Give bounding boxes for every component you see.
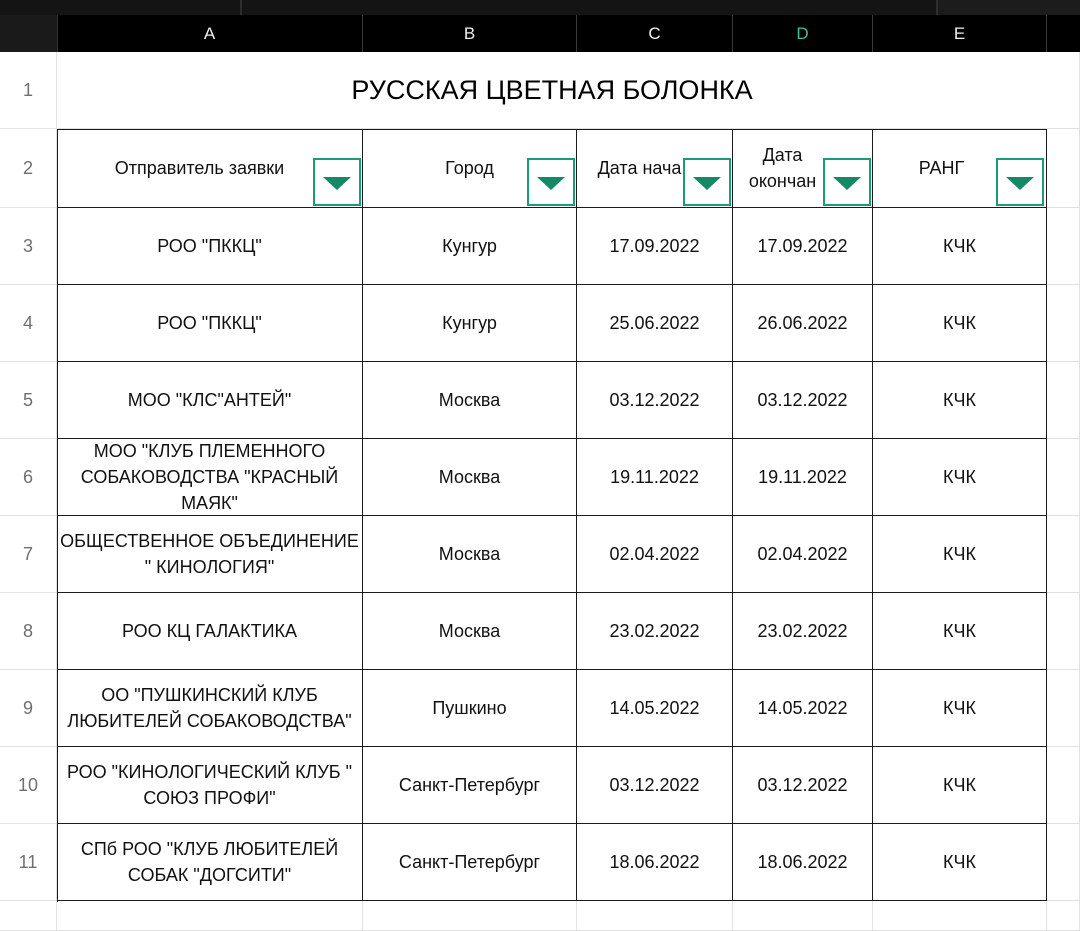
cell-value: 14.05.2022 xyxy=(757,698,848,718)
cell-value: 03.12.2022 xyxy=(609,775,700,795)
cell-value: Пушкино xyxy=(432,698,507,718)
table-cell-c[interactable] xyxy=(577,208,733,285)
table-cell-a[interactable] xyxy=(57,285,363,362)
column-header-bar xyxy=(0,15,1080,52)
cell-value: 02.04.2022 xyxy=(757,544,848,564)
cell-value: 26.06.2022 xyxy=(757,313,848,333)
empty-cell[interactable] xyxy=(577,901,733,931)
header-label: Отправитель заявки xyxy=(114,158,285,178)
empty-cell[interactable] xyxy=(733,901,873,931)
table-cell-d[interactable] xyxy=(733,747,873,824)
empty-cell[interactable] xyxy=(873,901,1047,931)
cell-value: КЧК xyxy=(943,852,976,872)
table-cell-c[interactable] xyxy=(577,670,733,747)
chevron-down-icon xyxy=(537,177,565,190)
cell-value: 03.12.2022 xyxy=(757,775,848,795)
cell-value: 23.02.2022 xyxy=(757,621,848,641)
empty-cell[interactable] xyxy=(1047,362,1080,439)
table-cell-a[interactable] xyxy=(57,516,363,593)
cell-value: Санкт-Петербург xyxy=(398,775,541,795)
table-cell-e[interactable] xyxy=(873,208,1047,285)
chevron-down-icon xyxy=(833,177,861,190)
row-header[interactable] xyxy=(0,901,57,931)
table-cell-e[interactable] xyxy=(873,285,1047,362)
cell-value: ОО "ПУШКИНСКИЙ КЛУБ ЛЮБИТЕЛЕЙ СОБАКОВОДСТВА" xyxy=(67,685,352,731)
filter-dropdown-button[interactable] xyxy=(683,158,731,206)
table-cell-b[interactable] xyxy=(363,362,577,439)
column-header-c[interactable]: C xyxy=(577,15,733,52)
cell-value: КЧК xyxy=(943,775,976,795)
cell-value: Москва xyxy=(438,390,501,410)
table-cell-c[interactable] xyxy=(577,439,733,516)
column-header-b[interactable]: B xyxy=(363,15,577,52)
table-cell-a[interactable] xyxy=(57,439,363,516)
cell-value: РОО "ПККЦ" xyxy=(157,313,262,333)
table-cell-c[interactable] xyxy=(577,747,733,824)
cell-value: МОО "КЛС"АНТЕЙ" xyxy=(127,390,292,410)
header-label: Дата нача xyxy=(597,158,682,178)
filter-dropdown-button[interactable] xyxy=(527,158,575,206)
row-header[interactable]: 2 xyxy=(0,129,57,208)
empty-cell[interactable] xyxy=(1047,129,1080,208)
empty-cell[interactable] xyxy=(1047,747,1080,824)
empty-cell[interactable] xyxy=(1047,670,1080,747)
empty-cell[interactable] xyxy=(57,901,363,931)
table-cell-d[interactable] xyxy=(733,516,873,593)
cell-value: КЧК xyxy=(943,467,976,487)
cell-value: 19.11.2022 xyxy=(610,467,699,487)
cell-value: Москва xyxy=(438,621,501,641)
cell-value: КЧК xyxy=(943,313,976,333)
cell-value: 17.09.2022 xyxy=(757,236,848,256)
select-all-corner[interactable] xyxy=(0,15,58,52)
table-cell-e[interactable] xyxy=(873,439,1047,516)
table-cell-b[interactable] xyxy=(363,208,577,285)
table-cell-a[interactable] xyxy=(57,362,363,439)
cell-value: СПб РОО "КЛУБ ЛЮБИТЕЛЕЙ СОБАК "ДОГСИТИ" xyxy=(80,839,339,885)
cell-value: 02.04.2022 xyxy=(609,544,700,564)
empty-cell[interactable] xyxy=(1047,901,1080,931)
empty-cell[interactable] xyxy=(1047,439,1080,516)
cell-value: 03.12.2022 xyxy=(757,390,848,410)
empty-cell[interactable] xyxy=(1047,52,1080,129)
cell-value: РОО КЦ ГАЛАКТИКА xyxy=(121,621,298,641)
filter-dropdown-button[interactable] xyxy=(313,158,361,206)
table-cell-e[interactable] xyxy=(873,824,1047,901)
empty-cell[interactable] xyxy=(1047,208,1080,285)
sheet-title: РУССКАЯ ЦВЕТНАЯ БОЛОНКА xyxy=(351,75,753,105)
cell-value: 23.02.2022 xyxy=(609,621,700,641)
cell-value: Москва xyxy=(438,467,501,487)
row-header[interactable]: 4 xyxy=(0,285,57,362)
table-cell-a[interactable] xyxy=(57,747,363,824)
cell-value: Кунгур xyxy=(442,313,497,333)
table-cell-a[interactable] xyxy=(57,593,363,670)
table-cell-b[interactable] xyxy=(363,516,577,593)
row-header[interactable]: 9 xyxy=(0,670,57,747)
row-header[interactable]: 8 xyxy=(0,593,57,670)
table-cell-d[interactable] xyxy=(733,439,873,516)
header-label: РАНГ xyxy=(918,158,965,178)
row-header[interactable]: 7 xyxy=(0,516,57,593)
table-cell-c[interactable] xyxy=(577,516,733,593)
empty-cell[interactable] xyxy=(1047,516,1080,593)
table-cell-e[interactable] xyxy=(873,516,1047,593)
table-cell-c[interactable] xyxy=(577,593,733,670)
table-cell-b[interactable] xyxy=(363,285,577,362)
header-label: Город xyxy=(445,158,494,178)
cell-value: КЧК xyxy=(943,236,976,256)
table-cell-a[interactable] xyxy=(57,208,363,285)
cell-value: 18.06.2022 xyxy=(757,852,848,872)
filter-dropdown-button[interactable] xyxy=(823,158,871,206)
column-header-d[interactable]: D xyxy=(733,15,873,52)
cell-value: 19.11.2022 xyxy=(758,467,847,487)
empty-cell[interactable] xyxy=(1047,593,1080,670)
table-cell-a[interactable] xyxy=(57,670,363,747)
cell-value: КЧК xyxy=(943,544,976,564)
table-cell-b[interactable] xyxy=(363,439,577,516)
table-top-border xyxy=(57,129,1047,130)
table-cell-e[interactable] xyxy=(873,593,1047,670)
table-cell-e[interactable] xyxy=(873,670,1047,747)
cell-value: Кунгур xyxy=(442,236,497,256)
column-header-f[interactable] xyxy=(1047,15,1080,52)
table-cell-e[interactable] xyxy=(873,747,1047,824)
chevron-down-icon xyxy=(1006,177,1034,190)
header-label: Дата окончан xyxy=(748,145,817,191)
top-toolbar-strip xyxy=(0,0,1080,15)
empty-cell[interactable] xyxy=(1047,824,1080,901)
column-header-a[interactable]: A xyxy=(57,15,363,52)
table-cell-b[interactable] xyxy=(363,670,577,747)
table-cell-b[interactable] xyxy=(363,747,577,824)
cell-value: Санкт-Петербург xyxy=(398,852,541,872)
filter-dropdown-button[interactable] xyxy=(996,158,1044,206)
cell-value: Москва xyxy=(438,544,501,564)
empty-cell[interactable] xyxy=(1047,285,1080,362)
table-cell-a[interactable] xyxy=(57,824,363,901)
row-header[interactable]: 3 xyxy=(0,208,57,285)
table-cell-d[interactable] xyxy=(733,362,873,439)
row-header[interactable]: 10 xyxy=(0,747,57,824)
cell-value: КЧК xyxy=(943,390,976,410)
table-cell-d[interactable] xyxy=(733,285,873,362)
cell-value: 25.06.2022 xyxy=(609,313,700,333)
table-cell-c[interactable] xyxy=(577,824,733,901)
table-cell-e[interactable] xyxy=(873,362,1047,439)
table-cell-c[interactable] xyxy=(577,285,733,362)
row-header[interactable]: 5 xyxy=(0,362,57,439)
cell-value: РОО "КИНОЛОГИЧЕСКИЙ КЛУБ " СОЮЗ ПРОФИ" xyxy=(66,762,353,808)
chevron-down-icon xyxy=(693,177,721,190)
table-cell-d[interactable] xyxy=(733,824,873,901)
table-cell-b[interactable] xyxy=(363,593,577,670)
cell-value: ОБЩЕСТВЕННОЕ ОБЪЕДИНЕНИЕ " КИНОЛОГИЯ" xyxy=(60,531,359,577)
cell-value: МОО "КЛУБ ПЛЕМЕННОГО СОБАКОВОДСТВА "КРАСНЫЙ МАЯК" xyxy=(80,441,339,513)
cell-value: РОО "ПККЦ" xyxy=(157,236,262,256)
formula-bar[interactable] xyxy=(242,0,938,15)
table-cell-c[interactable] xyxy=(577,362,733,439)
table-cell-d[interactable] xyxy=(733,670,873,747)
column-header-e[interactable]: E xyxy=(873,15,1047,52)
empty-cell[interactable] xyxy=(363,901,577,931)
row-header[interactable]: 11 xyxy=(0,824,57,901)
cell-value: КЧК xyxy=(943,621,976,641)
cell-value: КЧК xyxy=(943,698,976,718)
cell-value: 18.06.2022 xyxy=(609,852,700,872)
table-cell-d[interactable] xyxy=(733,593,873,670)
cell-value: 03.12.2022 xyxy=(609,390,700,410)
cell-value: 14.05.2022 xyxy=(609,698,700,718)
row-header[interactable]: 1 xyxy=(0,52,57,129)
table-left-border xyxy=(57,129,58,902)
table-cell-d[interactable] xyxy=(733,208,873,285)
toolbar-segment xyxy=(0,0,242,15)
chevron-down-icon xyxy=(323,177,351,190)
cell-value: 17.09.2022 xyxy=(609,236,700,256)
table-cell-b[interactable] xyxy=(363,824,577,901)
row-header[interactable]: 6 xyxy=(0,439,57,516)
